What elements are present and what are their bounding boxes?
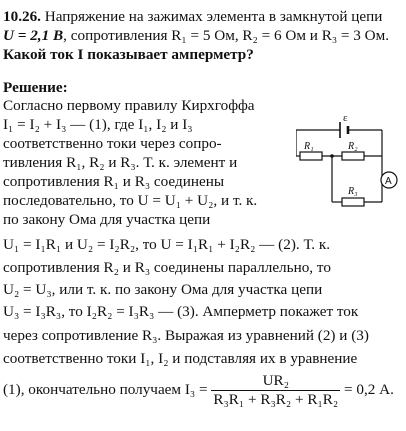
problem-question: Какой ток I показывает амперметр? [3,46,254,63]
solution-header: Решение: [3,79,68,96]
solution-line: U₃ = I₃R₃, то I₂R₂ = I₃R₃ — (3). Амперметр покажет ток [3,303,359,320]
emf-label: ε [343,114,348,124]
solution-line: сопротивления R₂ и R₃ соединены параллельно, то [3,259,331,276]
solution-line: U₂ = U₃, или т. к. по закону Ома для участка цепи [3,281,323,298]
r2-label: R₂ [348,141,358,152]
solution-line: U₁ = I₁R₁ и U₂ = I₂R₂, то U = I₁R₁ + I₂R₂ — (2). Т. к. [3,236,330,253]
final-prefix: (1), окончательно получаем I₃ = [3,380,208,398]
resistor-r2 [342,152,364,160]
fraction-denominator: R₃R₁ + R₃R₂ + R₁R₂ [213,391,339,408]
solution-line: последовательно, то U = U₁ + U₂, и т. к. [3,192,258,209]
circuit-diagram [296,114,402,214]
problem-line-1: Напряжение на зажимах элемента в замкнутой цепи [44,8,383,25]
junction-dot [330,154,334,158]
solution-line: через сопротивление R₃. Выражая из уравнений (2) и (3) [3,327,369,344]
solution-line: Согласно первому правилу Кирхгоффа [3,97,255,114]
ammeter-label: A [385,176,392,187]
resistor-r3 [342,198,364,206]
solution-line: по закону Ома для участка цепи [3,211,211,228]
solution-line: сопротивления R₁ и R₃ соединены [3,173,225,190]
solution-line: соответственно токи I₁, I₂ и подставляя их в уравнение [3,350,358,367]
final-result: = 0,2 А. [344,380,394,398]
problem-line-2: , сопротивления R₁ = 5 Ом, R₂ = 6 Ом и R₃ = 3 Ом. [63,27,390,44]
voltage-value: U = 2,1 В [3,27,64,44]
problem-number: 10.26. [3,8,41,25]
r3-label: R₃ [348,186,358,197]
final-fraction [211,372,340,409]
solution-line: соответственно токи через сопро- [3,135,222,152]
fraction-numerator: UR₂ [211,372,340,391]
solution-line: I₁ = I₂ + I₃ — (1), где I₁, I₂ и I₃ [3,116,193,133]
resistor-r1 [300,152,322,160]
r1-label: R₁ [304,141,314,152]
final-formula [3,372,394,409]
solution-line: тивления R₁, R₂ и R₃. Т. к. элемент и [3,154,238,171]
